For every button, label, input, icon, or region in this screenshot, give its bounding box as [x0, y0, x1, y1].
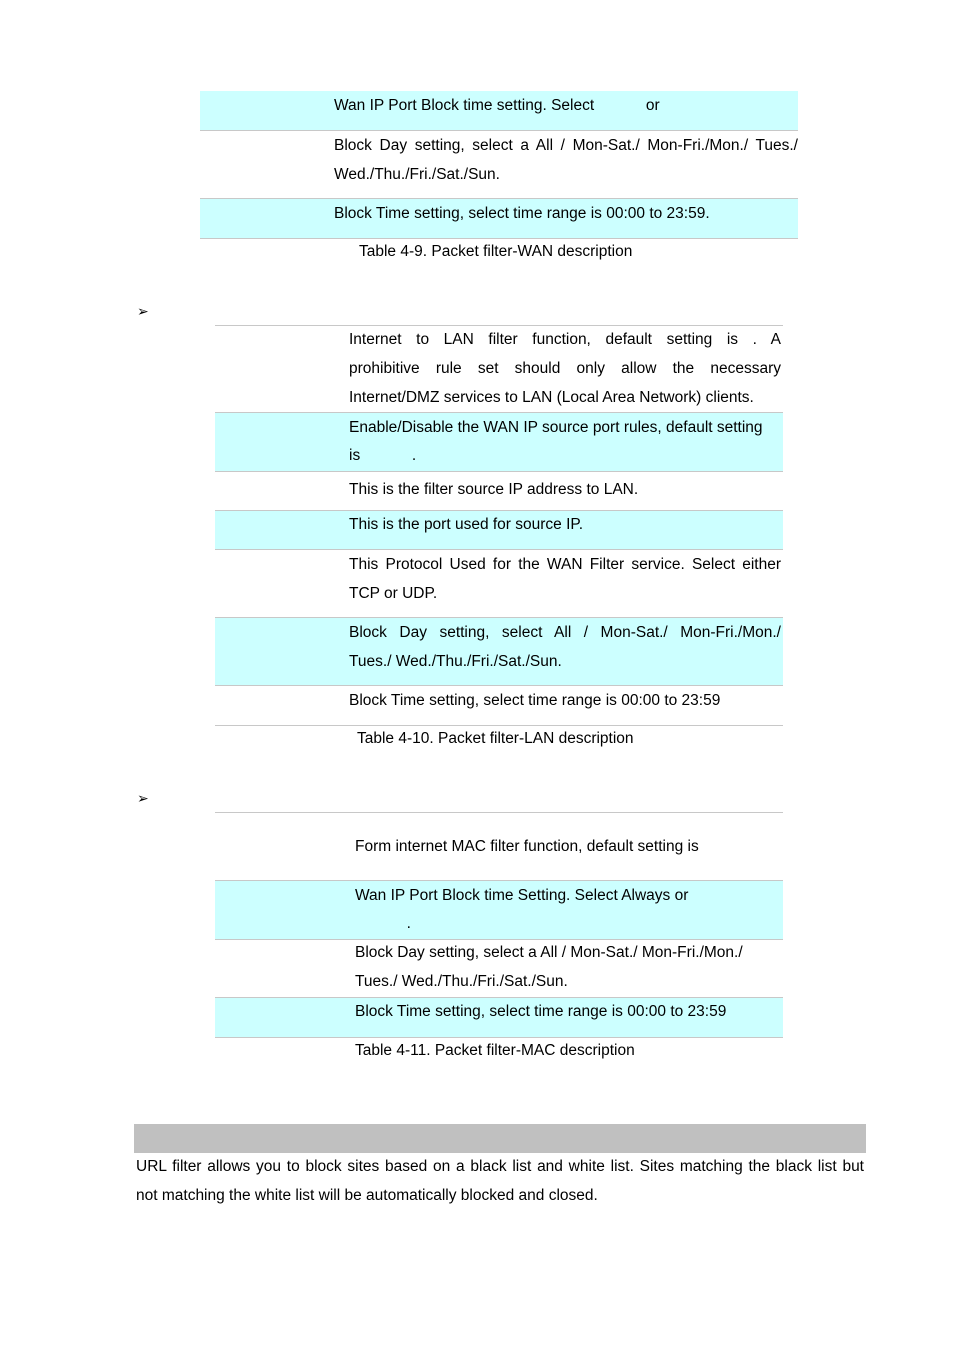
- row-description: Block Day setting, select All / Mon-Sat./ Mon-Fri./Mon./: [349, 624, 781, 641]
- table-caption: Table 4-11. Packet filter-MAC description: [355, 1042, 635, 1059]
- row-description: Block Day setting, select a All / Mon-Sat./ Mon-Fri./Mon./: [355, 944, 743, 961]
- table-row: [215, 998, 783, 1038]
- table-row: [200, 91, 798, 131]
- row-description: This is the filter source IP address to LAN.: [349, 481, 639, 498]
- row-description: prohibitive rule set should only allow the necessary: [349, 360, 781, 377]
- row-description: Enable/Disable the WAN IP source port rules, default setting: [349, 419, 763, 436]
- table-row: [215, 618, 783, 686]
- table-row: [215, 812, 783, 881]
- table-row: [215, 686, 783, 726]
- wan-filter-table: [200, 91, 798, 239]
- row-description: is .: [349, 447, 417, 464]
- table-row: [215, 940, 783, 998]
- lan-filter-table: [215, 325, 783, 726]
- row-description: Internet/DMZ services to LAN (Local Area Network) clients.: [349, 389, 754, 406]
- row-description: .: [355, 915, 411, 932]
- row-description: This is the port used for source IP.: [349, 516, 584, 533]
- paragraph-line: URL filter allows you to block sites based on a black list and white list. Sites matching the black list but: [136, 1158, 864, 1175]
- table-row: [215, 511, 783, 550]
- row-description: Wan IP Port Block time Setting. Select Always or: [355, 887, 689, 904]
- row-description: This Protocol Used for the WAN Filter service. Select either: [349, 556, 781, 573]
- row-description: Wan IP Port Block time setting. Select or: [334, 97, 660, 114]
- bullet-arrow-icon: ➢: [137, 303, 149, 319]
- row-description: Tues./ Wed./Thu./Fri./Sat./Sun.: [349, 653, 562, 670]
- url-filter-paragraph: [136, 1152, 864, 1210]
- table-row: [215, 550, 783, 618]
- table-row: [200, 131, 798, 199]
- table-row: [215, 881, 783, 940]
- row-description: Block Time setting, select time range is 00:00 to 23:59.: [334, 205, 710, 222]
- row-description: Block Time setting, select time range is 00:00 to 23:59: [349, 692, 721, 709]
- row-description: Wed./Thu./Fri./Sat./Sun.: [334, 166, 500, 183]
- paragraph-line: not matching the white list will be automatically blocked and closed.: [136, 1187, 598, 1204]
- mac-filter-table: [215, 812, 783, 1038]
- row-description: Tues./ Wed./Thu./Fri./Sat./Sun.: [355, 973, 568, 990]
- section-heading-bar: [134, 1124, 866, 1153]
- row-description: Block Day setting, select a All / Mon-Sat./ Mon-Fri./Mon./ Tues./: [334, 137, 798, 154]
- table-caption: Table 4-10. Packet filter-LAN description: [357, 730, 634, 747]
- row-description: Block Time setting, select time range is 00:00 to 23:59: [355, 1003, 727, 1020]
- row-description: Form internet MAC filter function, default setting is: [355, 838, 699, 855]
- table-row: [215, 325, 783, 413]
- table-row: [200, 199, 798, 239]
- table-caption: Table 4-9. Packet filter-WAN description: [359, 243, 633, 260]
- bullet-arrow-icon: ➢: [137, 790, 149, 806]
- row-description: Internet to LAN filter function, default setting is . A: [349, 331, 781, 348]
- row-description: TCP or UDP.: [349, 585, 438, 602]
- table-row: [215, 472, 783, 511]
- table-row: [215, 413, 783, 472]
